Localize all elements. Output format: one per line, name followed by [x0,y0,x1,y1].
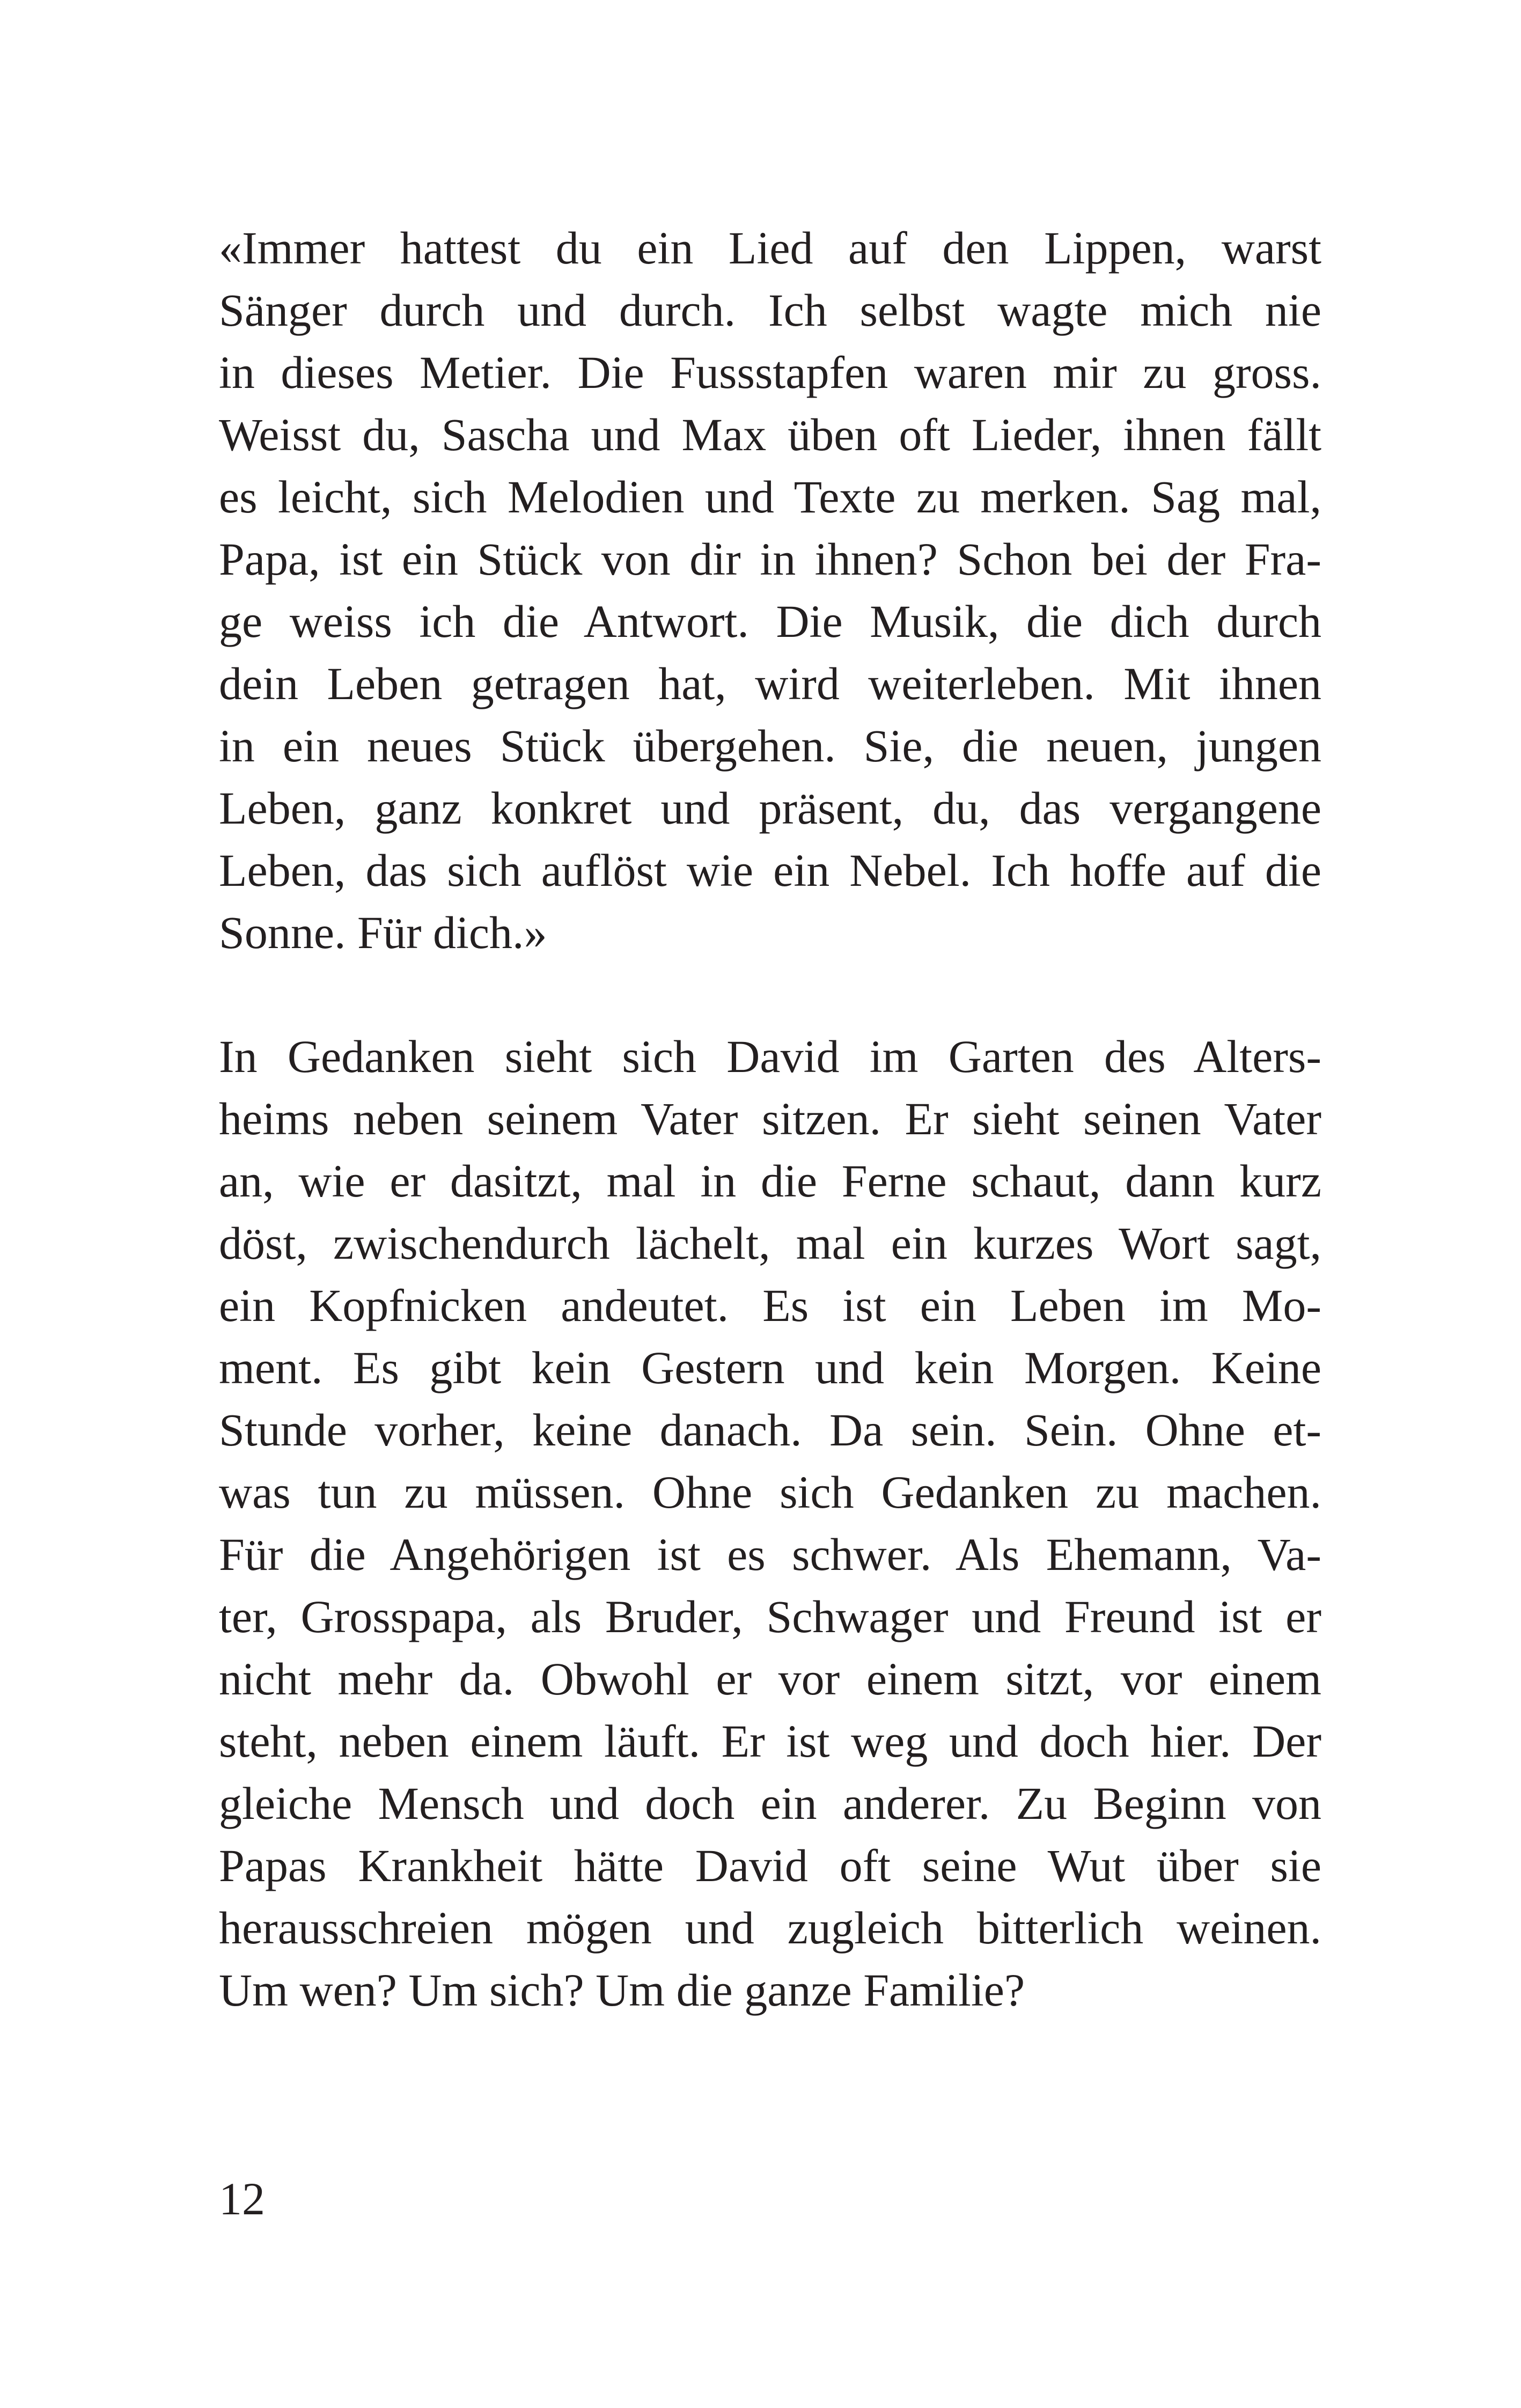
paragraph-letter [219,217,1321,964]
text-line: «Immer hattest du ein Lied auf den Lippen, warst [219,222,1321,274]
text-line: heims neben seinem Vater sitzen. Er sieht seinen Vater [219,1093,1321,1144]
text-line: herausschreien mögen und zugleich bitterlich weinen. [219,1902,1321,1954]
text-line: Um wen? Um sich? Um die ganze Familie? [219,1964,1025,2016]
text-line: Leben, ganz konkret und präsent, du, das vergangene [219,782,1321,834]
text-line: Weisst du, Sascha und Max üben oft Lieder, ihnen fällt [219,409,1321,460]
text-line: döst, zwischendurch lächelt, mal ein kurzes Wort sagt, [219,1217,1321,1269]
text-line: Für die Angehörigen ist es schwer. Als Ehemann, Va- [219,1529,1321,1580]
text-line: steht, neben einem läuft. Er ist weg und doch hier. Der [219,1715,1321,1767]
text-line: in dieses Metier. Die Fussstapfen waren mir zu gross. [219,347,1321,398]
text-line: ter, Grosspapa, als Bruder, Schwager und Freund ist er [219,1591,1321,1642]
page-number: 12 [219,2173,265,2225]
text-line: Sänger durch und durch. Ich selbst wagte mich nie [219,284,1321,336]
text-line: ein Kopfnicken andeutet. Es ist ein Leben im Mo- [219,1280,1321,1331]
text-line: Leben, das sich auflöst wie ein Nebel. Ich hoffe auf die [219,845,1321,896]
text-line: Sonne. Für dich.» [219,907,547,958]
paragraph-narrative [219,1025,1321,2021]
text-line: ge weiss ich die Antwort. Die Musik, die dich durch [219,596,1321,647]
text-line: Papa, ist ein Stück von dir in ihnen? Schon bei der Fra- [219,533,1321,585]
text-line: ment. Es gibt kein Gestern und kein Morgen. Keine [219,1342,1321,1393]
text-line: an, wie er dasitzt, mal in die Ferne schaut, dann kurz [219,1155,1321,1207]
text-line: was tun zu müssen. Ohne sich Gedanken zu machen. [219,1466,1321,1518]
text-line: Stunde vorher, keine danach. Da sein. Sein. Ohne et- [219,1404,1321,1456]
text-line: es leicht, sich Melodien und Texte zu merken. Sag mal, [219,471,1321,523]
text-line: Papas Krankheit hätte David oft seine Wut über sie [219,1840,1321,1891]
text-line: in ein neues Stück übergehen. Sie, die neuen, jungen [219,720,1321,772]
text-line: In Gedanken sieht sich David im Garten des Alters- [219,1031,1321,1082]
text-line: gleiche Mensch und doch ein anderer. Zu Beginn von [219,1778,1321,1829]
text-line: nicht mehr da. Obwohl er vor einem sitzt, vor einem [219,1653,1321,1705]
text-line: dein Leben getragen hat, wird weiterleben. Mit ihnen [219,658,1321,709]
